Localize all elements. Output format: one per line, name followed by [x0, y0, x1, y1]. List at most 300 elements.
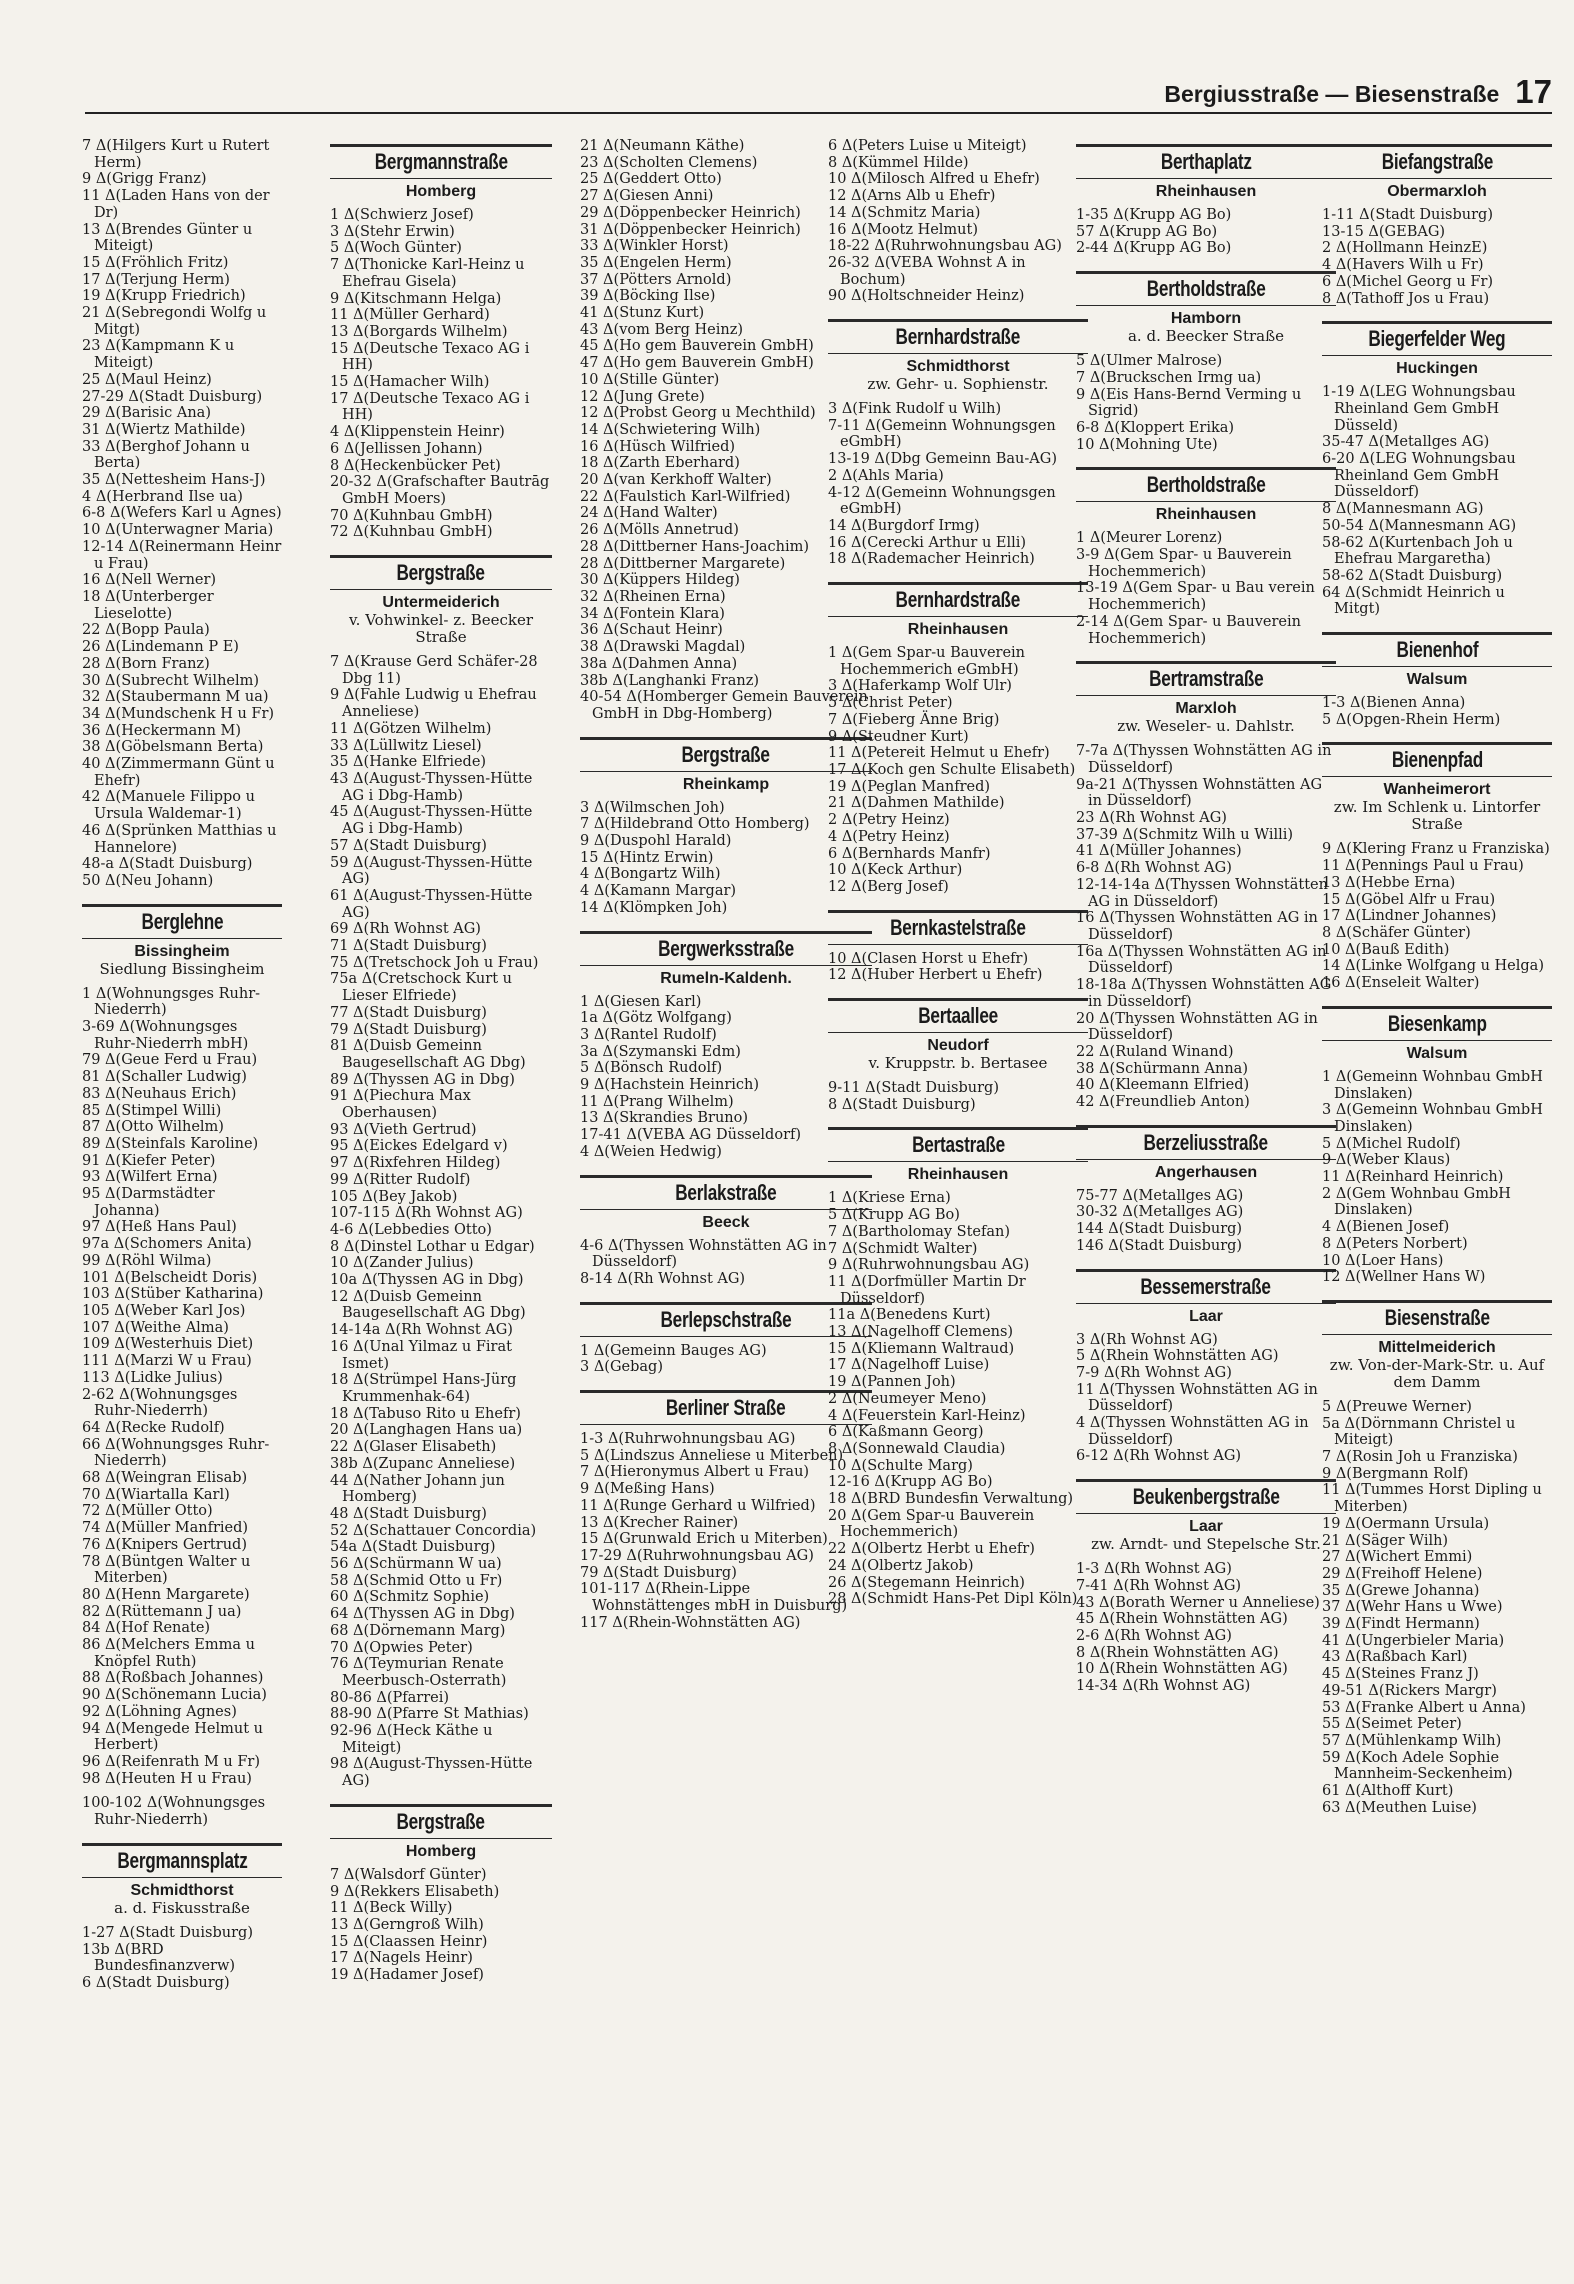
address-entry: 12-14-14a Δ(Thyssen Wohnstätten AG in Düsseldorf) — [1076, 876, 1328, 910]
address-entry: 9 Δ(Duspohl Harald) — [580, 833, 732, 850]
street-section — [828, 138, 1088, 305]
street-heading — [1076, 144, 1336, 179]
street-location: zw. Im Schlenk u. Lintorfer Straße — [1333, 798, 1541, 834]
address-entry: 17-41 Δ(VEBA AG Düsseldorf) — [580, 1127, 802, 1144]
address-entry: 13 Δ(Brendes Günter u Miteigt) — [82, 221, 253, 255]
address-entry: 4-6 Δ(Lebbedies Otto) — [330, 1221, 492, 1238]
directory-columns — [82, 132, 1552, 2272]
address-entry: 35 Δ(Hanke Elfriede) — [330, 754, 487, 771]
entry-list — [828, 138, 1088, 305]
address-entry: 5 Δ(Ulmer Malrose) — [1076, 353, 1223, 370]
address-entry: 12 Δ(Berg Josef) — [828, 878, 949, 895]
address-entry: 22 Δ(Olbertz Herbt u Ehefr) — [828, 1541, 1035, 1558]
district-name: Huckingen — [1396, 360, 1478, 378]
address-entry: 80-86 Δ(Pfarrei) — [330, 1689, 450, 1706]
district-name: Laar — [1189, 1307, 1223, 1325]
address-entry: 1-11 Δ(Stadt Duisburg) — [1322, 207, 1493, 223]
address-entry: 19 Δ(Hadamer Josef) — [330, 1967, 484, 1984]
street-section — [1322, 144, 1552, 307]
address-entry: 99 Δ(Röhl Wilma) — [82, 1252, 212, 1269]
address-entry: 8 Δ(Sonnewald Claudia) — [828, 1440, 1006, 1457]
address-entry: 9 Δ(Fahle Ludwig u Ehefrau Anneliese) — [330, 687, 537, 721]
address-entry: 18 Δ(Strümpel Hans-Jürg Krummenhak-64) — [330, 1372, 517, 1405]
street-heading — [828, 910, 1088, 945]
entry-list — [82, 986, 282, 1829]
address-entry: 12 Δ(Huber Herbert u Ehefr) — [828, 967, 1043, 984]
street-location: a. d. Beecker Straße — [1127, 327, 1284, 346]
address-entry: 10 Δ(Clasen Horst u Ehefr) — [828, 950, 1029, 967]
address-entry: 1-19 Δ(LEG Wohnungsbau Rheinland Gem GmbH Düsseld) — [1322, 384, 1516, 434]
address-entry: 38 Δ(Drawski Magdal) — [580, 639, 746, 656]
address-entry: 74 Δ(Müller Manfried) — [82, 1520, 249, 1537]
street-name: Berlakstraße — [675, 1179, 777, 1205]
address-entry: 11 Δ(Laden Hans von der Dr) — [82, 188, 270, 221]
address-entry: 95 Δ(Eickes Edelgard v) — [330, 1138, 508, 1155]
column-4 — [828, 132, 1088, 2272]
street-name: Bergwerksstraße — [658, 935, 794, 961]
street-name: Berglehne — [141, 908, 223, 934]
address-entry: 6-8 Δ(Wefers Karl u Agnes) — [82, 505, 282, 522]
address-entry: 7 Δ(Krause Gerd Schäfer-28 Dbg 11) — [330, 654, 538, 687]
address-entry: 45 Δ(Steines Franz J) — [1322, 1666, 1479, 1683]
district-name: Rheinhausen — [1155, 183, 1257, 200]
address-entry: 14 Δ(Schmitz Maria) — [828, 204, 981, 221]
address-entry: 54a Δ(Stadt Duisburg) — [330, 1539, 496, 1556]
address-entry: 8 Δ(Dinstel Lothar u Edgar) — [330, 1238, 535, 1255]
address-entry: 20 Δ(Langhagen Hans ua) — [330, 1422, 523, 1439]
entry-list — [1076, 1561, 1336, 1695]
street-heading — [1322, 742, 1552, 777]
address-entry: 7 Δ(Bartholomay Stefan) — [828, 1223, 1011, 1240]
address-entry: 56 Δ(Schürmann W ua) — [330, 1556, 502, 1573]
address-entry: 10a Δ(Thyssen AG in Dbg) — [330, 1272, 524, 1289]
address-entry: 81 Δ(Schaller Ludwig) — [82, 1069, 247, 1086]
address-entry: 58 Δ(Schmid Otto u Fr) — [330, 1572, 503, 1589]
district-name: Angerhausen — [1154, 1163, 1258, 1181]
district-name: Neudorf — [927, 1037, 989, 1055]
street-name: Berthaplatz — [1160, 149, 1252, 174]
address-entry: 7 Δ(Fieberg Änne Brig) — [828, 711, 1000, 728]
entry-list — [330, 654, 552, 1790]
address-entry: 89 Δ(Steinfals Karoline) — [82, 1135, 259, 1152]
entry-list — [330, 1867, 552, 1984]
address-entry: 75a Δ(Cretschock Kurt u Lieser Elfriede) — [330, 971, 512, 1005]
address-entry: 50 Δ(Neu Johann) — [82, 872, 214, 889]
address-entry: 1-35 Δ(Krupp AG Bo) — [1076, 207, 1232, 223]
address-entry: 33 Δ(Berghof Johann u Berta) — [82, 438, 250, 472]
address-entry: 17 Δ(Terjung Herm) — [82, 271, 230, 288]
address-entry: 5 Δ(Krupp AG Bo) — [828, 1207, 960, 1224]
address-entry: 36 Δ(Heckermann M) — [82, 722, 242, 739]
entry-list — [1322, 1069, 1552, 1286]
entry-list — [828, 1080, 1088, 1113]
address-entry: 20 Δ(van Kerkhoff Walter) — [580, 472, 772, 489]
address-entry: 107-115 Δ(Rh Wohnst AG) — [330, 1205, 523, 1222]
address-entry: 3 Δ(Rh Wohnst AG) — [1076, 1331, 1218, 1348]
address-entry: 79 Δ(Stadt Duisburg) — [330, 1021, 487, 1038]
address-entry: 10 Δ(Rhein Wohnstätten AG) — [1076, 1661, 1288, 1678]
address-entry: 2 Δ(Gem Wohnbau GmbH Dinslaken) — [1322, 1185, 1511, 1219]
entry-list — [1076, 353, 1336, 453]
address-entry: 16 Δ(Thyssen Wohnstätten AG in Düsseldorf) — [1076, 910, 1318, 943]
address-entry: 43 Δ(Borath Werner u Anneliese) — [1076, 1594, 1320, 1611]
address-entry: 5a Δ(Dörnmann Christel u Miteigt) — [1322, 1415, 1516, 1449]
district-name: Rheinkamp — [682, 775, 770, 793]
address-entry: 40 Δ(Kleemann Elfried) — [1076, 1077, 1250, 1094]
address-entry: 12 Δ(Jung Grete) — [580, 388, 705, 405]
address-entry: 19 Δ(Krupp Friedrich) — [82, 288, 246, 305]
address-entry: 6-20 Δ(LEG Wohnungsbau Rheinland Gem GmbH Düsseldorf) — [1322, 451, 1516, 501]
address-entry: 7 Δ(Thonicke Karl-Heinz u Ehefrau Gisela) — [330, 257, 525, 290]
street-heading — [828, 1127, 1088, 1162]
address-entry: 4 Δ(Petry Heinz) — [828, 828, 950, 845]
address-entry: 36 Δ(Schaut Heinr) — [580, 622, 723, 639]
address-entry: 58-62 Δ(Kurtenbach Joh u Ehefrau Margaretha) — [1322, 534, 1513, 568]
address-entry: 5 Δ(Christ Peter) — [828, 695, 953, 712]
street-name: Bessemerstraße — [1140, 1273, 1272, 1299]
address-entry: 10 Δ(Mohning Ute) — [1076, 436, 1218, 453]
district-name: Schmidthorst — [906, 358, 1010, 376]
street-name: Bernkastelstraße — [890, 914, 1026, 940]
address-entry: 19 Δ(Oermann Ursula) — [1322, 1515, 1490, 1532]
address-entry: 1 Δ(Wohnungsges Ruhr-Niederrh) — [82, 985, 261, 1019]
address-entry: 22 Δ(Ruland Winand) — [1076, 1043, 1234, 1060]
address-entry: 48-a Δ(Stadt Duisburg) — [82, 856, 253, 873]
address-entry: 14-34 Δ(Rh Wohnst AG) — [1076, 1678, 1251, 1695]
district-name: Untermeiderich — [382, 594, 500, 612]
street-location: zw. Von-der-Mark-Str. u. Auf dem Damm — [1329, 1355, 1545, 1391]
address-entry: 21 Δ(Neumann Käthe) — [580, 138, 745, 154]
address-entry: 33 Δ(Winkler Horst) — [580, 238, 729, 255]
address-entry: 19 Δ(Peglan Manfred) — [828, 778, 991, 795]
address-entry: 15 Δ(Claassen Heinr) — [330, 1933, 488, 1950]
street-heading — [1322, 144, 1552, 179]
street-section — [1076, 661, 1336, 1110]
entry-list — [82, 138, 282, 890]
address-entry: 105 Δ(Weber Karl Jos) — [82, 1303, 246, 1319]
address-entry: 40-54 Δ(Homberger Gemein Bauverein GmbH in Dbg-Homberg) — [580, 689, 868, 722]
address-entry: 34 Δ(Fontein Klara) — [580, 605, 725, 622]
district-name: Marxloh — [1175, 700, 1237, 718]
entry-list — [1076, 207, 1336, 257]
address-entry: 1-3 Δ(Rh Wohnst AG) — [1076, 1561, 1232, 1578]
address-entry: 44 Δ(Nather Johann jun Homberg) — [330, 1472, 505, 1506]
address-entry: 16 Δ(Enseleit Walter) — [1322, 975, 1480, 992]
address-entry: 43 Δ(Raßbach Karl) — [1322, 1649, 1468, 1666]
street-name: Berliner Straße — [666, 1395, 786, 1421]
address-entry: 16 Δ(Mootz Helmut) — [828, 221, 979, 238]
address-entry: 16 Δ(Cerecki Arthur u Elli) — [828, 534, 1027, 551]
street-location: Siedlung Bissingheim — [99, 959, 265, 978]
address-entry: 13-15 Δ(GEBAG) — [1322, 223, 1446, 240]
address-entry: 25 Δ(Geddert Otto) — [580, 171, 722, 188]
address-entry: 18 Δ(Zarth Eberhard) — [580, 455, 740, 472]
entry-list — [828, 1190, 1088, 1608]
address-entry: 27 Δ(Giesen Anni) — [580, 188, 714, 205]
address-entry: 26-32 Δ(VEBA Wohnst A in Bochum) — [828, 254, 1026, 288]
address-entry: 61 Δ(August-Thyssen-Hütte AG) — [330, 887, 533, 921]
address-entry: 10 Δ(Loer Hans) — [1322, 1252, 1444, 1269]
address-entry: 100-102 Δ(Wohnungsges Ruhr-Niederrh) — [82, 1795, 266, 1829]
address-entry: 7 Δ(Hieronymus Albert u Frau) — [580, 1464, 810, 1481]
address-entry: 12 Δ(Wellner Hans W) — [1322, 1269, 1486, 1286]
address-entry: 5 Δ(Woch Günter) — [330, 240, 462, 257]
address-entry: 2-44 Δ(Krupp AG Bo) — [1076, 240, 1232, 257]
address-entry: 75 Δ(Tretschock Joh u Frau) — [330, 954, 539, 971]
address-entry: 18-18a Δ(Thyssen Wohnstätten AG in Düsseldorf) — [1076, 977, 1332, 1010]
address-entry: 5 Δ(Michel Rudolf) — [1322, 1135, 1461, 1152]
address-entry: 11 Δ(Tummes Horst Dipling u Miterben) — [1322, 1482, 1542, 1516]
address-entry: 39 Δ(Findt Hermann) — [1322, 1616, 1480, 1633]
address-entry: 101-117 Δ(Rhein-Lippe Wohnstättenges mbH in Duisburg) — [580, 1581, 848, 1615]
address-entry: 7 Δ(Rosin Joh u Franziska) — [1322, 1449, 1518, 1466]
address-entry: 111 Δ(Marzi W u Frau) — [82, 1353, 252, 1370]
address-entry: 3-69 Δ(Wohnungsges Ruhr-Niederrh mbH) — [82, 1019, 249, 1052]
entry-spacer — [82, 1787, 282, 1795]
address-entry: 1 Δ(Gemeinn Wohnbau GmbH Dinslaken) — [1322, 1068, 1543, 1102]
address-entry: 99 Δ(Ritter Rudolf) — [330, 1171, 471, 1188]
address-entry: 35 Δ(Engelen Herm) — [580, 254, 732, 271]
address-entry: 5 Δ(Preuwe Werner) — [1322, 1398, 1472, 1415]
address-entry: 8 Δ(Stadt Duisburg) — [828, 1096, 976, 1113]
address-entry: 66 Δ(Wohnungsges Ruhr-Niederrh) — [82, 1436, 270, 1470]
address-entry: 3 Δ(Wilmschen Joh) — [580, 799, 725, 816]
street-section — [1322, 632, 1552, 728]
address-entry: 13 Δ(Borgards Wilhelm) — [330, 323, 508, 340]
street-section — [1322, 742, 1552, 991]
address-entry: 64 Δ(Recke Rudolf) — [82, 1419, 225, 1436]
address-entry: 22 Δ(Bopp Paula) — [82, 622, 210, 639]
address-entry: 29 Δ(Freihoff Helene) — [1322, 1565, 1483, 1582]
street-name: Bertramstraße — [1148, 666, 1264, 692]
address-entry: 8 Δ(Mannesmann AG) — [1322, 501, 1484, 518]
address-entry: 9a-21 Δ(Thyssen Wohnstätten AG in Düsseldorf) — [1076, 776, 1323, 810]
street-name: Bienenpfad — [1391, 747, 1483, 773]
street-section — [1076, 467, 1336, 647]
address-entry: 2 Δ(Petry Heinz) — [828, 812, 950, 829]
page-header — [85, 66, 1552, 114]
address-entry: 35 Δ(Nettesheim Hans-J) — [82, 472, 266, 489]
address-entry: 9 Δ(Kitschmann Helga) — [330, 290, 502, 307]
address-entry: 45 Δ(Ho gem Bauverein GmbH) — [580, 338, 814, 355]
address-entry: 76 Δ(Teymurian Renate Meerbusch-Osterrath) — [330, 1656, 507, 1689]
address-entry: 91 Δ(Piechura Max Oberhausen) — [330, 1088, 471, 1122]
address-entry: 103 Δ(Stüber Katharina) — [82, 1286, 264, 1303]
street-heading — [828, 998, 1088, 1033]
address-entry: 9 Δ(Ruhrwohnungsbau AG) — [828, 1257, 1030, 1274]
address-entry: 11 Δ(Reinhard Heinrich) — [1322, 1169, 1504, 1186]
address-entry: 61 Δ(Althoff Kurt) — [1322, 1783, 1454, 1800]
address-entry: 9 Δ(Rekkers Elisabeth) — [330, 1883, 500, 1900]
address-entry: 6 Δ(Stadt Duisburg) — [82, 1974, 230, 1991]
address-entry: 109 Δ(Westerhuis Diet) — [82, 1336, 254, 1353]
address-entry: 97 Δ(Heß Hans Paul) — [82, 1219, 237, 1236]
street-section — [828, 910, 1088, 984]
address-entry: 88 Δ(Roßbach Johannes) — [82, 1670, 264, 1687]
address-entry: 3 Δ(Stehr Erwin) — [330, 223, 455, 240]
address-entry: 21 Δ(Säger Wilh) — [1322, 1532, 1449, 1549]
address-entry: 18 Δ(Unterberger Lieselotte) — [82, 588, 214, 622]
address-entry: 40 Δ(Zimmermann Günt u Ehefr) — [82, 756, 275, 789]
district-name: Homberg — [405, 1842, 477, 1860]
address-entry: 50-54 Δ(Mannesmann AG) — [1322, 517, 1517, 534]
column-2 — [330, 132, 552, 2272]
address-entry: 20-32 Δ(Grafschafter Bautrāg GmbH Moers) — [330, 474, 550, 507]
address-entry: 101 Δ(Belscheidt Doris) — [82, 1269, 258, 1286]
street-section — [330, 1804, 552, 1984]
address-entry: 97 Δ(Rixfehren Hildeg) — [330, 1155, 501, 1172]
address-entry: 26 Δ(Lindemann P E) — [82, 639, 239, 656]
street-heading — [1322, 632, 1552, 667]
address-entry: 28 Δ(Schmidt Hans-Pet Dipl Köln) — [828, 1591, 1078, 1608]
address-entry: 2 Δ(Neumeyer Meno) — [828, 1390, 987, 1407]
address-entry: 15 Δ(Fröhlich Fritz) — [82, 254, 229, 271]
address-entry: 77 Δ(Stadt Duisburg) — [330, 1004, 487, 1021]
address-entry: 58-62 Δ(Stadt Duisburg) — [1322, 567, 1503, 584]
address-entry: 10 Δ(Stille Günter) — [580, 371, 720, 388]
entry-list — [1322, 695, 1552, 728]
address-entry: 10 Δ(Bauß Edith) — [1322, 941, 1450, 958]
address-entry: 144 Δ(Stadt Duisburg) — [1076, 1221, 1243, 1238]
address-entry: 4-6 Δ(Thyssen Wohnstätten AG in Düsseldorf) — [580, 1237, 827, 1271]
address-entry: 35 Δ(Grewe Johanna) — [1322, 1582, 1480, 1599]
address-entry: 21 Δ(Dahmen Mathilde) — [828, 795, 1005, 812]
address-entry: 6-8 Δ(Rh Wohnst AG) — [1076, 860, 1232, 877]
address-entry: 70 Δ(Kuhnbau GmbH) — [330, 507, 493, 524]
entry-list — [1076, 530, 1336, 647]
address-entry: 11 Δ(Prang Wilhelm) — [580, 1093, 734, 1110]
street-name: Biegerfelder Weg — [1368, 326, 1506, 352]
address-entry: 20 Δ(Thyssen Wohnstätten AG in Düsseldorf) — [1076, 1010, 1318, 1044]
district-name: Hamborn — [1170, 310, 1242, 328]
address-entry: 12 Δ(Probst Georg u Mechthild) — [580, 405, 816, 422]
address-entry: 13-19 Δ(Gem Spar- u Bau verein Hochemmerich) — [1076, 580, 1315, 614]
street-name: Biesenkamp — [1387, 1010, 1487, 1036]
address-entry: 15 Δ(Deutsche Texaco AG i HH) — [330, 340, 530, 374]
page-number: 17 — [1515, 73, 1552, 110]
address-entry: 39 Δ(Böcking Ilse) — [580, 288, 716, 305]
address-entry: 146 Δ(Stadt Duisburg) — [1076, 1237, 1243, 1254]
address-entry: 16a Δ(Thyssen Wohnstätten AG in Düsseldorf) — [1076, 943, 1327, 977]
street-section — [828, 1127, 1088, 1608]
address-entry: 25 Δ(Maul Heinz) — [82, 371, 212, 388]
address-entry: 13-19 Δ(Dbg Gemeinn Bau-AG) — [828, 451, 1058, 468]
street-location: zw. Weseler- u. Dahlstr. — [1117, 717, 1295, 736]
street-section — [1322, 1006, 1552, 1286]
address-entry: 80 Δ(Henn Margarete) — [82, 1586, 250, 1603]
street-section — [330, 144, 552, 541]
district-name: Mittelmeiderich — [1378, 1338, 1496, 1356]
address-entry: 4 Δ(Kamann Margar) — [580, 883, 737, 900]
address-entry: 32 Δ(Staubermann M ua) — [82, 689, 269, 706]
address-entry: 1-27 Δ(Stadt Duisburg) — [82, 1924, 253, 1941]
street-name: Bergstraße — [681, 741, 771, 767]
street-location: a. d. Fiskusstraße — [114, 1898, 250, 1917]
address-entry: 8 Δ(Tathoff Jos u Frau) — [1322, 290, 1490, 307]
address-entry: 38 Δ(Schürmann Anna) — [1076, 1060, 1248, 1077]
address-entry: 64 Δ(Schmidt Heinrich u Mitgt) — [1322, 584, 1505, 618]
address-entry: 11a Δ(Benedens Kurt) — [828, 1307, 991, 1324]
address-entry: 92 Δ(Löhning Agnes) — [82, 1703, 237, 1720]
address-entry: 81 Δ(Duisb Gemeinn Baugesellschaft AG Dbg) — [330, 1038, 526, 1071]
street-heading — [82, 904, 282, 939]
address-entry: 28 Δ(Dittberner Margarete) — [580, 555, 786, 572]
address-entry: 93 Δ(Vieth Gertrud) — [330, 1121, 477, 1138]
address-entry: 91 Δ(Kiefer Peter) — [82, 1152, 216, 1169]
street-name: Bernhardstraße — [895, 587, 1021, 613]
address-entry: 52 Δ(Schattauer Concordia) — [330, 1522, 537, 1539]
address-entry: 13 Δ(Skrandies Bruno) — [580, 1110, 749, 1127]
address-entry: 7 Δ(Walsdorf Günter) — [330, 1866, 487, 1883]
address-entry: 30 Δ(Subrecht Wilhelm) — [82, 672, 260, 689]
column-6 — [1322, 132, 1552, 2272]
address-entry: 59 Δ(Koch Adele Sophie Mannheim-Seckenheim) — [1322, 1749, 1513, 1783]
address-entry: 26 Δ(Mölls Annetrud) — [580, 522, 739, 539]
entry-list — [1076, 1332, 1336, 1466]
address-entry: 90 Δ(Schönemann Lucia) — [82, 1687, 267, 1704]
street-location: zw. Gehr- u. Sophienstr. — [867, 375, 1049, 394]
street-heading — [330, 555, 552, 590]
address-entry: 16 Δ(Unal Yilmaz u Firat Ismet) — [330, 1338, 512, 1372]
address-entry: 23 Δ(Rh Wohnst AG) — [1076, 810, 1227, 827]
address-entry: 8-14 Δ(Rh Wohnst AG) — [580, 1270, 746, 1287]
address-entry: 3-9 Δ(Gem Spar- u Bauverein Hochemmerich) — [1076, 547, 1292, 580]
address-entry: 45 Δ(August-Thyssen-Hütte AG i Dbg-Hamb) — [330, 804, 533, 838]
address-entry: 27 Δ(Wichert Emmi) — [1322, 1549, 1473, 1566]
street-heading — [1322, 1006, 1552, 1041]
address-entry: 9 Δ(Hachstein Heinrich) — [580, 1077, 760, 1094]
address-entry: 4 Δ(Klippenstein Heinr) — [330, 424, 505, 441]
address-entry: 4 Δ(Bongartz Wilh) — [580, 866, 721, 883]
entry-list — [828, 645, 1088, 896]
address-entry: 76 Δ(Knipers Gertrud) — [82, 1536, 247, 1553]
address-entry: 41 Δ(Stunz Kurt) — [580, 305, 705, 322]
address-entry: 27-29 Δ(Stadt Duisburg) — [82, 388, 263, 405]
address-entry: 4 Δ(Bienen Josef) — [1322, 1219, 1450, 1236]
address-entry: 15 Δ(Hamacher Wilh) — [330, 374, 490, 391]
address-entry: 14 Δ(Schwietering Wilh) — [580, 421, 761, 438]
address-entry: 24 Δ(Olbertz Jakob) — [828, 1557, 974, 1574]
address-entry: 43 Δ(August-Thyssen-Hütte AG i Dbg-Hamb) — [330, 770, 533, 804]
address-entry: 11 Δ(Thyssen Wohnstätten AG in Düsseldorf) — [1076, 1381, 1318, 1415]
address-entry: 6 Δ(Jellissen Johann) — [330, 440, 483, 457]
address-entry: 98 Δ(Heuten H u Frau) — [82, 1770, 252, 1787]
address-entry: 90 Δ(Holtschneider Heinz) — [828, 288, 1025, 305]
address-entry: 9 Δ(Steudner Kurt) — [828, 728, 969, 745]
address-entry: 11 Δ(Pennings Paul u Frau) — [1322, 858, 1524, 875]
address-entry: 88-90 Δ(Pfarre St Mathias) — [330, 1706, 529, 1723]
address-entry: 38a Δ(Dahmen Anna) — [580, 655, 738, 672]
street-section — [1322, 1300, 1552, 1817]
address-entry: 30 Δ(Küppers Hildeg) — [580, 572, 740, 589]
address-entry: 94 Δ(Mengede Helmut u Herbert) — [82, 1720, 264, 1754]
address-entry: 113 Δ(Lidke Julius) — [82, 1369, 223, 1386]
address-entry: 3 Δ(Haferkamp Wolf Ulr) — [828, 678, 1012, 695]
address-entry: 16 Δ(Nell Werner) — [82, 572, 217, 589]
address-entry: 10 Δ(Schulte Marg) — [828, 1457, 973, 1474]
address-entry: 7 Δ(Hildebrand Otto Homberg) — [580, 816, 810, 833]
address-entry: 17 Δ(Nagelhoff Luise) — [828, 1357, 990, 1374]
street-location: v. Vohwinkel- z. Beecker Straße — [348, 611, 534, 647]
address-entry: 13 Δ(Nagelhoff Clemens) — [828, 1324, 1014, 1341]
address-entry: 79 Δ(Stadt Duisburg) — [580, 1564, 737, 1581]
address-entry: 83 Δ(Neuhaus Erich) — [82, 1085, 237, 1102]
street-name: Bergstraße — [396, 1808, 486, 1834]
address-entry: 71 Δ(Stadt Duisburg) — [330, 938, 487, 955]
entry-list — [1076, 743, 1336, 1110]
address-entry: 18 Δ(Rademacher Heinrich) — [828, 551, 1035, 568]
street-section — [1076, 1479, 1336, 1695]
